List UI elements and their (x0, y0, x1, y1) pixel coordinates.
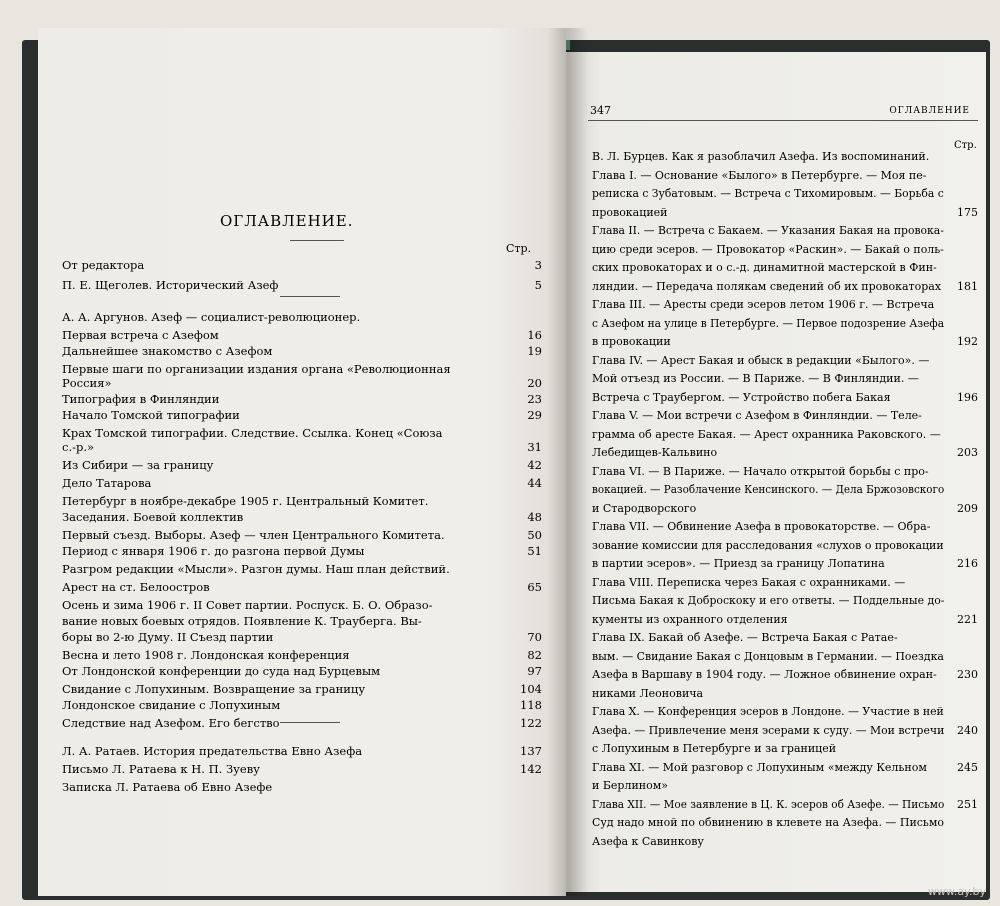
toc-entry-title: От Лондонской конференции до суда над Бурцевым (62, 664, 381, 678)
toc-entry-title: боры во 2-ю Думу. II Съезд партии (62, 630, 274, 644)
toc-entry-title: Глава IV. — Арест Бакая и обыск в редакции «Былого». — (592, 354, 930, 367)
toc-entry-title: Разгром редакции «Мысли». Разгон думы. Наш план действий. (62, 562, 450, 576)
toc-entry-page: 181 (957, 280, 978, 293)
toc-entry-title: с Лопухиным в Петербурге и за границей (592, 742, 837, 755)
toc-entry-page: 31 (527, 440, 542, 454)
toc-entry-title: никами Леоновича (592, 687, 704, 700)
watermark: www.ay.by (927, 885, 986, 898)
toc-entry-title: Из Сибири — за границу (62, 458, 214, 472)
toc-entry-title: Лебедищев-Кальвино (592, 446, 718, 459)
toc-entry-page: 19 (527, 344, 542, 358)
toc-entry-title: Период с января 1906 г. до разгона первой Думы (62, 544, 365, 558)
toc-entry-title: Глава XII. — Мое заявление в Ц. К. эсеров об Азефе. — Письмо (592, 798, 945, 811)
toc-entry-page: 70 (527, 630, 542, 644)
toc-entry-page: 196 (957, 391, 978, 404)
toc-entry-title: Петербург в ноябре-декабре 1905 г. Центральный Комитет. (62, 494, 429, 508)
toc-entry-title: Лондонское свидание с Лопухиным (62, 698, 281, 712)
toc-entry-title: Глава XI. — Мой разговор с Лопухиным «между Кельном (592, 761, 927, 774)
toc-entry-title: и Берлином» (592, 779, 669, 792)
toc-entry-title: Суд надо мной по обвинению в клевете на Азефа. — Письмо (592, 816, 945, 829)
toc-entry-title: и Стародворского (592, 502, 697, 515)
toc-entry-page: 203 (957, 446, 978, 459)
toc-entry-page: 118 (520, 698, 542, 712)
toc-entry-title: вокацией. — Разоблачение Кенсинского. — Дела Бржозовского (592, 483, 945, 496)
toc-entry-page: 50 (527, 528, 542, 542)
toc-entry-page: 245 (957, 761, 978, 774)
toc-entry-page: 82 (527, 648, 542, 662)
toc-entry-title: вым. — Свидание Бакая с Донцовым в Германии. — Поездка (592, 650, 944, 663)
toc-entry-page: 240 (957, 724, 978, 737)
toc-entry-title: Дальнейшее знакомство с Азефом (62, 344, 273, 358)
toc-entry-title: Глава III. — Аресты среди эсеров летом 1906 г. — Встреча (592, 298, 935, 311)
section-rule-2 (280, 722, 340, 723)
toc-entry-page: 20 (527, 376, 542, 390)
toc-entry-page: 23 (527, 392, 542, 406)
toc-entry-title: Первые шаги по организации издания органа «Революционная (62, 362, 451, 376)
toc-entry-title: Глава I. — Основание «Былого» в Петербурге. — Моя пе- (592, 169, 927, 182)
toc-entry-title: Глава X. — Конференция эсеров в Лондоне. — Участие в ней (592, 705, 944, 718)
toc-entry-title: Дело Татарова (62, 476, 152, 490)
running-title: ОГЛАВЛЕНИЕ (889, 106, 970, 116)
toc-entry-page: 3 (534, 258, 542, 272)
toc-entry-title: Россия» (62, 376, 112, 390)
toc-entry-page: 48 (527, 510, 542, 524)
right-page-column-label: Стр. (954, 140, 977, 151)
toc-entry-title: в провокации (592, 335, 671, 348)
toc-entry-page: 137 (520, 744, 542, 758)
toc-entry-title: Письма Бакая к Доброскоку и его ответы. — Поддельные до- (592, 594, 945, 607)
toc-entry-title: Крах Томской типографии. Следствие. Ссылка. Конец «Союза (62, 426, 443, 440)
title-rule (290, 240, 344, 241)
toc-entry-title: Начало Томской типографии (62, 408, 240, 422)
toc-entry-title: Записка Л. Ратаева об Евно Азефе (62, 780, 273, 794)
toc-entry-title: Первый съезд. Выборы. Азеф — член Центрального Комитета. (62, 528, 445, 542)
toc-entry-title: провокацией (592, 206, 668, 219)
toc-entry-page: 104 (520, 682, 542, 696)
toc-entry-page: 221 (957, 613, 978, 626)
toc-entry-title: В. Л. Бурцев. Как я разоблачил Азефа. Из воспоминаний. (592, 150, 930, 163)
toc-entry-page: 142 (520, 762, 542, 776)
toc-entry-title: Глава VII. — Обвинение Азефа в провокаторстве. — Обра- (592, 520, 931, 533)
toc-entry-title: с.-р.» (62, 440, 95, 454)
toc-entry-title: Азефа к Савинкову (592, 835, 704, 848)
toc-entry-page: 122 (520, 716, 542, 730)
toc-entry-title: Глава VI. — В Париже. — Начало открытой борьбы с про- (592, 465, 929, 478)
toc-entry-title: Заседания. Боевой коллектив (62, 510, 244, 524)
page-column-label: Стр. (506, 242, 532, 255)
toc-entry-page: 51 (527, 544, 542, 558)
toc-entry-page: 42 (527, 458, 542, 472)
section-rule (280, 296, 340, 297)
toc-entry-page: 175 (957, 206, 978, 219)
toc-entry-title: Письмо Л. Ратаева к Н. П. Зуеву (62, 762, 260, 776)
toc-entry-title: зование комиссии для расследования «слухов о провокации (592, 539, 944, 552)
toc-entry-title: Встреча с Траубергом. — Устройство побега Бакая (592, 391, 891, 404)
toc-entry-title: Первая встреча с Азефом (62, 328, 219, 342)
page-number: 347 (590, 104, 611, 117)
toc-entry-title: Весна и лето 1908 г. Лондонская конференция (62, 648, 350, 662)
toc-entry-title: с Азефом на улице в Петербурге. — Первое подозрение Азефа (592, 317, 945, 330)
toc-entry-title: Глава V. — Мои встречи с Азефом в Финляндии. — Теле- (592, 409, 922, 422)
running-header (588, 102, 978, 121)
toc-entry-page: 251 (957, 798, 978, 811)
toc-entry-title: Л. А. Ратаев. История предательства Евно Азефа (62, 744, 363, 758)
toc-entry-title: Типография в Финляндии (62, 392, 220, 406)
toc-entry-title: Свидание с Лопухиным. Возвращение за границу (62, 682, 366, 696)
toc-entry-page: 29 (527, 408, 542, 422)
toc-title: ОГЛАВЛЕНИЕ. (220, 212, 354, 230)
toc-entry-title: грамма об аресте Бакая. — Арест охранника Раковского. — (592, 428, 941, 441)
toc-entry-title: цию среди эсеров. — Провокатор «Раскин». — Бакай о поль- (592, 243, 944, 256)
toc-entry-title: вание новых боевых отрядов. Появление К. Трауберга. Вы- (62, 614, 422, 628)
toc-entry-title: Осень и зима 1906 г. II Совет партии. Роспуск. Б. О. Образо- (62, 598, 433, 612)
toc-entry-title: ляндии. — Передача полякам сведений об их провокаторах (592, 280, 942, 293)
toc-entry-title: П. Е. Щеголев. Исторический Азеф (62, 278, 279, 292)
toc-entry-page: 230 (957, 668, 978, 681)
toc-entry-title: кументы из охранного отделения (592, 613, 788, 626)
toc-entry-title: в партии эсеров». — Приезд за границу Лопатина (592, 557, 885, 570)
toc-entry-page: 16 (527, 328, 542, 342)
toc-entry-page: 192 (957, 335, 978, 348)
toc-entry-title: ских провокаторах и о с.-д. динамитной мастерской в Фин- (592, 261, 937, 274)
toc-entry-title: Азефа в Варшаву в 1904 году. — Ложное обвинение охран- (592, 668, 937, 681)
toc-entry-title: От редактора (62, 258, 145, 272)
toc-entry-page: 44 (527, 476, 542, 490)
toc-entry-page: 5 (534, 278, 542, 292)
toc-entry-page: 97 (527, 664, 542, 678)
book-spine (548, 28, 588, 896)
toc-entry-title: Глава IX. Бакай об Азефе. — Встреча Бакая с Ратае- (592, 631, 898, 644)
toc-entry-title: Глава II. — Встреча с Бакаем. — Указания Бакая на провока- (592, 224, 944, 237)
toc-entry-title: Арест на ст. Белоостров (62, 580, 210, 594)
toc-entry-page: 65 (527, 580, 542, 594)
toc-entry-page: 216 (957, 557, 978, 570)
toc-entry-title: Следствие над Азефом. Его бегство (62, 716, 280, 730)
toc-entry-title: Глава VIII. Переписка через Бакая с охранниками. — (592, 576, 906, 589)
toc-entry-title: Азефа. — Привлечение меня эсерами к суду. — Мои встречи (592, 724, 945, 737)
toc-entry-page: 209 (957, 502, 978, 515)
toc-entry-title: реписка с Зубатовым. — Встреча с Тихомировым. — Борьба с (592, 187, 944, 200)
toc-entry-title: Мой отъезд из России. — В Париже. — В Финляндии. — (592, 372, 919, 385)
toc-entry-title: А. А. Аргунов. Азеф — социалист-революционер. (62, 310, 361, 324)
